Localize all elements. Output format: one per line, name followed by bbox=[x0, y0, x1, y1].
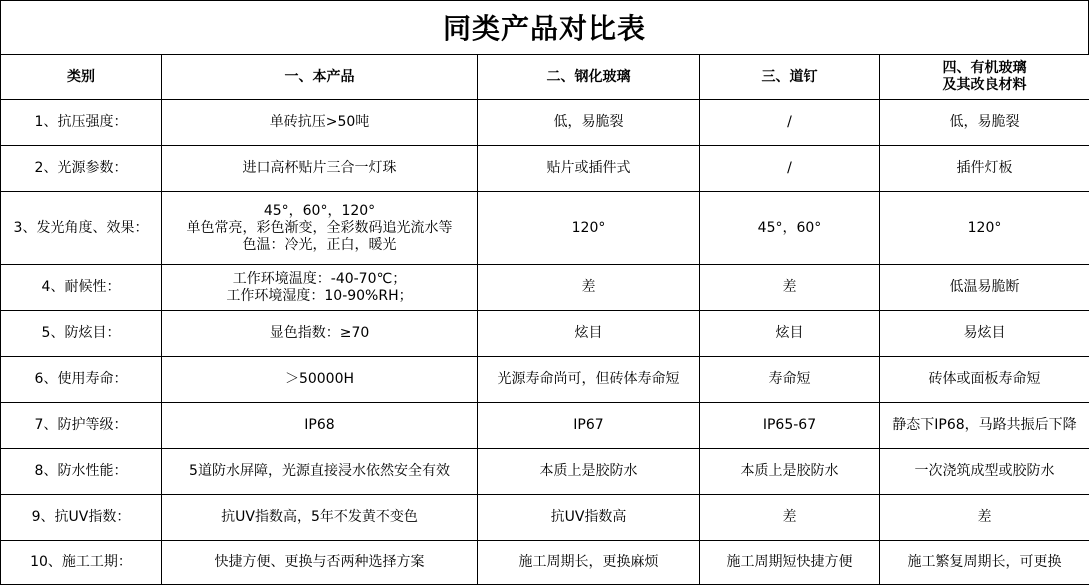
table-cell: 低，易脆裂 bbox=[880, 100, 1089, 146]
table-cell: 低，易脆裂 bbox=[478, 100, 700, 146]
table-cell: ＞50000H bbox=[162, 357, 478, 403]
page-title: 同类产品对比表 bbox=[0, 0, 1089, 54]
table-cell: 工作环境温度：-40-70℃； 工作环境湿度：10-90%RH； bbox=[162, 265, 478, 311]
table-cell: 抗UV指数高 bbox=[478, 495, 700, 541]
row-label: 5、防炫目： bbox=[1, 311, 162, 357]
table-cell: 插件灯板 bbox=[880, 146, 1089, 192]
row-label: 4、耐候性： bbox=[1, 265, 162, 311]
table-cell: 炫目 bbox=[700, 311, 880, 357]
table-cell: / bbox=[700, 146, 880, 192]
table-cell: 本质上是胶防水 bbox=[700, 449, 880, 495]
row-label: 8、防水性能： bbox=[1, 449, 162, 495]
row-label: 7、防护等级： bbox=[1, 403, 162, 449]
row-label: 10、施工工期： bbox=[1, 541, 162, 585]
table-cell: 本质上是胶防水 bbox=[478, 449, 700, 495]
table-cell: 砖体或面板寿命短 bbox=[880, 357, 1089, 403]
table-cell: / bbox=[700, 100, 880, 146]
table-cell: 寿命短 bbox=[700, 357, 880, 403]
table-cell: 快捷方便、更换与否两种选择方案 bbox=[162, 541, 478, 585]
comparison-table bbox=[0, 54, 1089, 585]
row-label: 9、抗UV指数： bbox=[1, 495, 162, 541]
table-cell: IP65-67 bbox=[700, 403, 880, 449]
table-cell: 差 bbox=[700, 495, 880, 541]
table-cell: 施工周期短快捷方便 bbox=[700, 541, 880, 585]
row-label: 6、使用寿命： bbox=[1, 357, 162, 403]
table-row bbox=[1, 357, 1089, 403]
table-header-row bbox=[1, 55, 1089, 100]
row-label: 1、抗压强度： bbox=[1, 100, 162, 146]
table-row bbox=[1, 495, 1089, 541]
header-road-stud: 三、道钉 bbox=[700, 55, 880, 100]
table-cell: 贴片或插件式 bbox=[478, 146, 700, 192]
table-cell: 差 bbox=[880, 495, 1089, 541]
table-cell: IP67 bbox=[478, 403, 700, 449]
table-cell: 炫目 bbox=[478, 311, 700, 357]
table-cell: 光源寿命尚可，但砖体寿命短 bbox=[478, 357, 700, 403]
row-label: 3、发光角度、效果： bbox=[1, 192, 162, 265]
header-this-product: 一、本产品 bbox=[162, 55, 478, 100]
table-row bbox=[1, 265, 1089, 311]
table-cell: 差 bbox=[478, 265, 700, 311]
table-cell: 45°，60°，120° 单色常亮，彩色渐变，全彩数码追光流水等 色温：冷光，正白，暖光 bbox=[162, 192, 478, 265]
table-row bbox=[1, 403, 1089, 449]
table-cell: 120° bbox=[478, 192, 700, 265]
table-cell: 静态下IP68，马路共振后下降 bbox=[880, 403, 1089, 449]
header-tempered-glass: 二、钢化玻璃 bbox=[478, 55, 700, 100]
header-acrylic: 四、有机玻璃 及其改良材料 bbox=[880, 55, 1089, 100]
table-cell: 施工繁复周期长，可更换 bbox=[880, 541, 1089, 585]
header-category: 类别 bbox=[1, 55, 162, 100]
table-row bbox=[1, 192, 1089, 265]
table-cell: 单砖抗压>50吨 bbox=[162, 100, 478, 146]
table-cell: 显色指数：≥70 bbox=[162, 311, 478, 357]
table-row bbox=[1, 100, 1089, 146]
table-cell: 施工周期长，更换麻烦 bbox=[478, 541, 700, 585]
table-row bbox=[1, 146, 1089, 192]
table-row bbox=[1, 311, 1089, 357]
table-cell: 120° bbox=[880, 192, 1089, 265]
table-cell: 45°，60° bbox=[700, 192, 880, 265]
table-cell: 易炫目 bbox=[880, 311, 1089, 357]
table-cell: 低温易脆断 bbox=[880, 265, 1089, 311]
table-row bbox=[1, 541, 1089, 585]
table-cell: 一次浇筑成型或胶防水 bbox=[880, 449, 1089, 495]
table-cell: 5道防水屏障，光源直接浸水依然安全有效 bbox=[162, 449, 478, 495]
table-cell: 差 bbox=[700, 265, 880, 311]
row-label: 2、光源参数： bbox=[1, 146, 162, 192]
table-cell: 抗UV指数高，5年不发黄不变色 bbox=[162, 495, 478, 541]
table-row bbox=[1, 449, 1089, 495]
table-cell: 进口高杯贴片三合一灯珠 bbox=[162, 146, 478, 192]
table-cell: IP68 bbox=[162, 403, 478, 449]
